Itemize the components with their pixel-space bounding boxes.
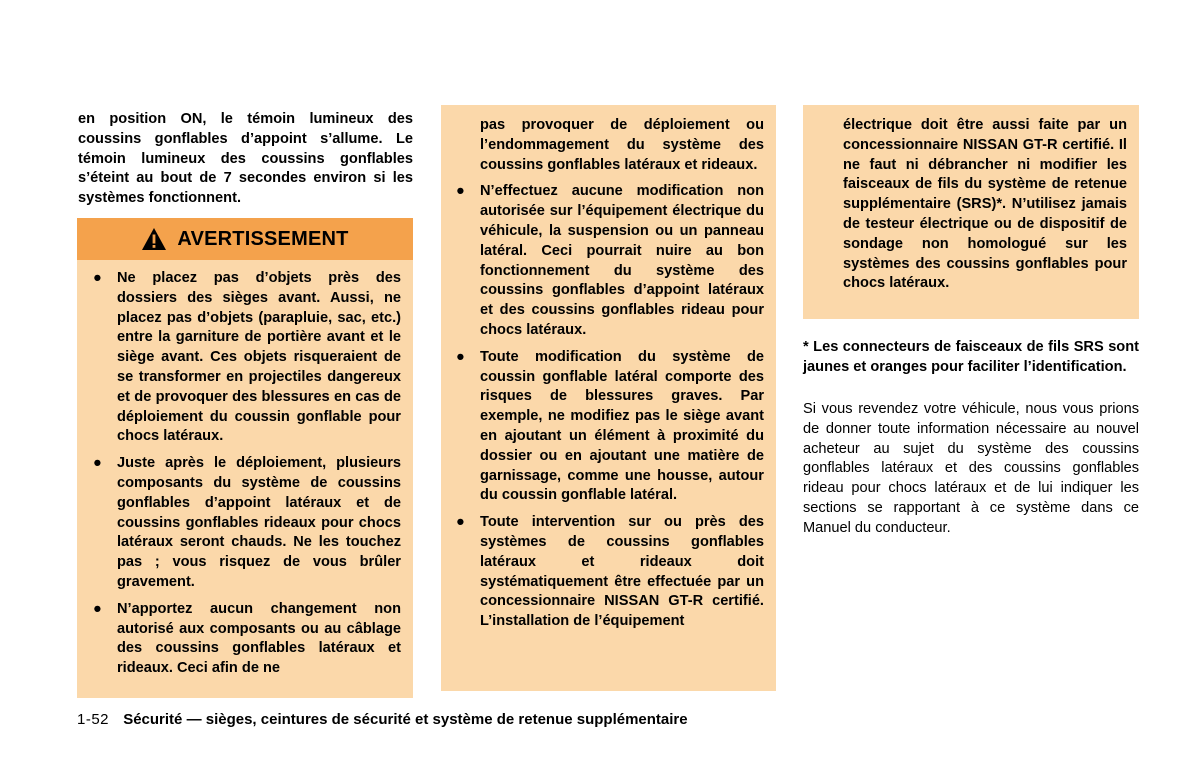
list-item-text: Toute intervention sur ou près des systèmes de coussins gonflables latéraux et rideaux doit systématiquement être effectuée par un concessionnaire NISSAN GT-R certifié. L’installation de l’équipement (480, 514, 764, 630)
bullet-icon: ● (93, 600, 102, 617)
warning-body (77, 260, 413, 698)
list-item-text: N’effectuez aucune modification non autorisée sur l’équipement électrique du véhicule, la suspension ou un panneau latéral. Ceci pourrait nuire au bon fonctionnement du système des coussins gonflables d’appoint latéraux et des coussins gonflables rideau pour chocs latéraux. (480, 183, 764, 338)
continued-text: électrique doit être aussi faite par un concessionnaire NISSAN GT-R certifié. Il ne faut ni débrancher ni modifier les faisceaux de fils du système de retenue supplémentaire (SRS)*. N’utilisez jamais de testeur électrique ou de dispositif de sondage non homologué sur les systèmes des coussins gonflables pour chocs latéraux. (843, 117, 1127, 292)
page-number: 1-52 (77, 711, 110, 728)
page-footer (77, 710, 877, 730)
list-item (454, 182, 764, 340)
resale-paragraph: Si vous revendez votre véhicule, nous vous prions de donner toute information nécessaire au nouvel acheteur au sujet du système des coussins gonflables latéraux et des coussins gonflables rideau pour chocs latéraux et de lui indiquer les sections se rapportant à ce système dans ce Manuel du conducteur. (803, 401, 1139, 536)
list-item (91, 269, 401, 447)
bullet-icon: ● (93, 270, 102, 286)
list-item-text: N’apportez aucun changement non autorisé aux composants ou au câblage des coussins gonflables latéraux et rideaux. Ceci afin de ne (117, 600, 401, 677)
intro-paragraph: en position ON, le témoin lumineux des coussins gonflables d’appoint s’allume. Le témoin lumineux des coussins gonflables s’éteint au bout de 7 secondes environ si les systèmes fonctionnent. (78, 111, 413, 207)
bullet-icon: ● (456, 514, 465, 531)
srs-connector-note: * Les connecteurs de faisceaux de fils SRS sont jaunes et oranges pour faciliter l’identification. (803, 339, 1139, 375)
bullet-icon: ● (93, 455, 102, 472)
bullet-icon: ● (456, 183, 465, 200)
list-item (454, 513, 764, 632)
warning-continuation-middle (441, 105, 776, 691)
continued-text: pas provoquer de déploiement ou l’endommagement du système des coussins gonflables latéraux et rideaux. (480, 117, 764, 173)
warning-list-middle (454, 182, 764, 632)
warning-header (77, 218, 413, 260)
warning-continuation-right (803, 105, 1139, 319)
warning-title: AVERTISSEMENT (177, 227, 349, 250)
section-title: Sécurité — sièges, ceintures de sécurité et système de retenue supplémentaire (123, 711, 688, 728)
warning-list (91, 269, 401, 679)
list-item (454, 348, 764, 506)
list-item-text: Juste après le déploiement, plusieurs composants du système de coussins gonflables d’appoint latéraux et de coussins gonflables rideaux pour chocs latéraux seront chauds. Ne les touchez pas ; vous risquez de vous brûler gravement. (117, 455, 401, 590)
list-item (91, 454, 401, 593)
list-item-text: Ne placez pas d’objets près des dossiers des sièges avant. Aussi, ne placez pas d’objets (parapluie, sac, etc.) entre la garniture de portière avant et le siège avant. Ces objets risqueraient de se transformer en projectiles dangereux et de provoquer des blessures en cas de déploiement du coussin gonflable pour chocs latéraux. (117, 270, 401, 445)
list-item-text: Toute modification du système de coussin gonflable latéral comporte des risques de blessures graves. Par exemple, ne modifiez pas le siège avant en ajoutant un élément à proximité du dossier ou en ajoutant une matière de garnissage, comme une housse, autour du coussin gonflable latéral. (480, 348, 764, 504)
warning-triangle-icon (141, 227, 167, 251)
list-item (91, 600, 401, 679)
bullet-icon: ● (456, 348, 465, 365)
